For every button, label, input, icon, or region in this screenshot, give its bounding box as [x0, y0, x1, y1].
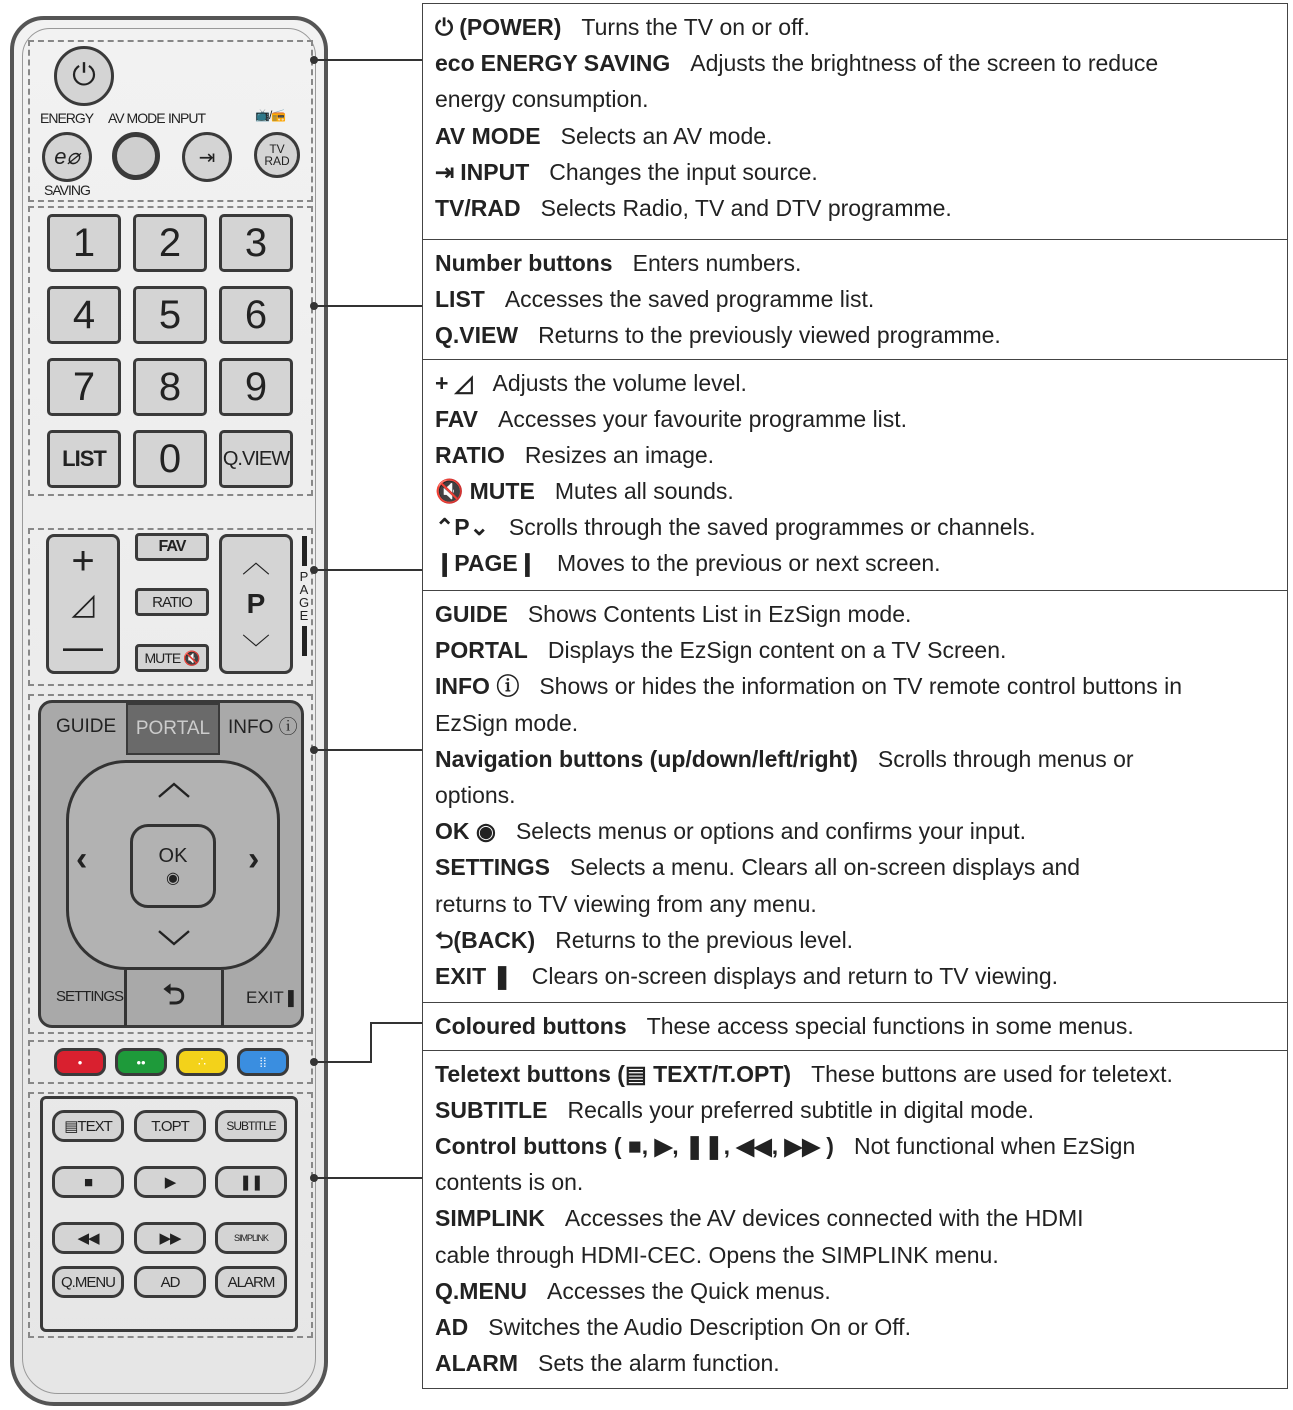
description-text: cable through HDMI-CEC. Opens the SIMPLINK menu. [435, 1241, 999, 1268]
volume-down-icon: — [63, 624, 103, 669]
description-line [435, 637, 1281, 663]
number-button-0[interactable] [133, 430, 207, 488]
subtitle-button[interactable] [215, 1110, 287, 1142]
description-line [435, 1013, 1281, 1039]
description-text: Moves to the previous or next screen. [557, 550, 941, 576]
chevron-up-icon: ︿ [241, 546, 270, 578]
description-text: Returns to the previously viewed programme. [538, 322, 1001, 348]
guide-button[interactable]: GUIDE [56, 716, 117, 737]
energy-label: ENERGY [40, 110, 94, 126]
description-key: ALARM [435, 1349, 519, 1376]
description-line [435, 891, 1281, 917]
description-text: Recalls your preferred subtitle in digital mode. [567, 1097, 1035, 1124]
fastforward-button[interactable] [134, 1222, 206, 1254]
description-text: Turns the TV on or off. [581, 14, 810, 40]
ad-label: AD [160, 1273, 180, 1291]
description-text: Switches the Audio Description On or Off. [488, 1313, 911, 1340]
number-button-2[interactable] [133, 214, 207, 272]
description-text: Selects menus or options and confirms your input. [515, 818, 1027, 845]
blue-button[interactable] [237, 1048, 289, 1076]
number-label: 9 [244, 364, 268, 409]
description-line [435, 123, 1281, 149]
description-line [435, 1314, 1281, 1340]
mute-label: MUTE [144, 650, 181, 666]
description-key: MUTE [469, 478, 535, 504]
number-button-7[interactable] [47, 358, 121, 416]
description-line [435, 782, 1281, 808]
stop-button[interactable] [52, 1166, 124, 1198]
exit-label: EXIT [246, 988, 284, 1007]
description-line [435, 601, 1281, 627]
topt-button[interactable] [134, 1110, 206, 1142]
rewind-icon: ◀◀ [77, 1230, 99, 1247]
description-text: These buttons are used for teletext. [811, 1061, 1173, 1087]
leader-line [316, 1177, 422, 1179]
exit-icon: ❚ [283, 988, 299, 1007]
description-text: energy consumption. [435, 86, 649, 113]
nav-up-icon[interactable]: ︿ [158, 765, 191, 801]
description-line [435, 1133, 1281, 1159]
description-key: LIST [435, 286, 485, 312]
description-key: OK ◉ [435, 818, 496, 845]
description-line [435, 927, 1281, 953]
blue-dots-icon: ⁞⁞ [259, 1054, 267, 1070]
description-line [435, 159, 1281, 185]
saving-label: SAVING [44, 182, 90, 198]
number-label: 0 [158, 436, 182, 481]
leader-line [316, 569, 422, 571]
description-key: ⌃P⌄ [435, 514, 489, 540]
number-button-6[interactable] [219, 286, 293, 344]
power-button[interactable] [54, 46, 114, 106]
description-line [435, 818, 1281, 844]
description-key: ⮌(BACK) [435, 926, 536, 953]
description-key: + ◿ [435, 370, 473, 396]
description-text: Clears on-screen displays and return to TV viewing. [531, 963, 1059, 989]
green-dots-icon: •• [136, 1054, 146, 1070]
description-line [435, 370, 1281, 396]
row-coloured-buttons [423, 1002, 1287, 1050]
qmenu-label: Q.MENU [61, 1273, 115, 1291]
description-text: Scrolls through the saved programmes or channels. [508, 514, 1036, 540]
description-line [435, 550, 1281, 576]
description-key: SETTINGS [435, 854, 551, 881]
description-key: PORTAL [435, 637, 528, 664]
row-volume-channel [423, 359, 1287, 590]
yellow-button[interactable] [176, 1048, 228, 1076]
ratio-label: RATIO [152, 593, 192, 611]
description-line [435, 673, 1281, 699]
row-number-pad [423, 239, 1287, 359]
info-label: INFO [228, 717, 274, 738]
rewind-button[interactable] [52, 1222, 124, 1254]
description-line [435, 1097, 1281, 1123]
description-line [435, 322, 1281, 348]
description-key: Number buttons [435, 250, 613, 276]
input-button[interactable] [182, 132, 232, 182]
description-text: Changes the input source. [549, 158, 818, 185]
power-icon: ⏻ [72, 59, 96, 92]
description-text: Accesses the Quick menus. [547, 1277, 831, 1304]
description-line [435, 1350, 1281, 1376]
description-line [435, 710, 1281, 736]
text-label: TEXT [77, 1117, 112, 1135]
description-icon: ⇥ [435, 158, 455, 185]
description-key: FAV [435, 406, 479, 432]
ok-dot-icon: ◉ [166, 869, 180, 887]
simplink-button[interactable] [215, 1222, 287, 1254]
pause-button[interactable] [215, 1166, 287, 1198]
description-text: Mutes all sounds. [554, 478, 734, 504]
description-line [435, 14, 1281, 40]
subtitle-label: SUBTITLE [226, 1119, 276, 1133]
description-table [422, 3, 1288, 1389]
fastforward-icon: ▶▶ [159, 1230, 181, 1247]
row-power-group [423, 4, 1287, 239]
rad-label: RAD [264, 154, 290, 168]
tvrad-icon: 📺/📻 [255, 108, 286, 122]
list-button[interactable] [47, 430, 121, 488]
avmode-label: AV MODE [108, 110, 165, 126]
description-text: Accesses your favourite programme list. [498, 406, 908, 432]
play-icon: ▶ [164, 1174, 176, 1191]
leader-line [370, 1022, 372, 1063]
description-key: GUIDE [435, 601, 508, 627]
number-button-1[interactable] [47, 214, 121, 272]
tv-rad-button[interactable] [254, 132, 300, 178]
description-line [435, 1169, 1281, 1195]
row-teletext-control [423, 1050, 1287, 1390]
description-key: (POWER) [459, 14, 562, 40]
description-line [435, 195, 1281, 221]
nav-right-icon[interactable]: › [248, 840, 260, 878]
input-label: INPUT [168, 110, 205, 126]
description-key: Q.MENU [435, 1277, 527, 1304]
row-navigation [423, 590, 1287, 1002]
description-text: Shows Contents List in EzSign mode. [527, 601, 912, 627]
leaf-icon: e⌀ [54, 144, 80, 169]
red-button[interactable] [54, 1048, 106, 1076]
mute-icon: 🔇 [183, 649, 200, 666]
description-key: AD [435, 1313, 469, 1340]
number-button-4[interactable] [47, 286, 121, 344]
pause-icon: ❚❚ [239, 1174, 263, 1191]
description-key: RATIO [435, 442, 505, 468]
description-key: SUBTITLE [435, 1097, 548, 1124]
description-line [435, 963, 1281, 989]
description-line [435, 1061, 1281, 1087]
tv-label: TV [269, 142, 285, 156]
energy-saving-button[interactable] [42, 132, 92, 182]
ad-button[interactable] [134, 1266, 206, 1298]
description-key: EXIT ❚ [435, 963, 512, 989]
page-up-icon [302, 536, 307, 566]
leader-line [370, 1022, 422, 1024]
back-button[interactable] [124, 970, 224, 1026]
ratio-button[interactable] [135, 588, 209, 616]
volume-rocker[interactable] [46, 534, 120, 674]
volume-icon: ◿ [71, 587, 95, 621]
ok-button[interactable] [130, 824, 216, 908]
number-label: 5 [158, 292, 182, 337]
leader-line [316, 1061, 372, 1063]
alarm-label: ALARM [227, 1273, 275, 1291]
description-text: Sets the alarm function. [538, 1349, 780, 1376]
number-label: 7 [72, 364, 96, 409]
description-text: Enters numbers. [632, 250, 802, 276]
description-text: Adjusts the volume level. [492, 370, 747, 396]
page-label: PAGE [299, 569, 310, 623]
description-text: returns to TV viewing from any menu. [435, 890, 817, 917]
description-icon: ⏻ [435, 14, 454, 40]
description-line [435, 250, 1281, 276]
av-mode-button[interactable] [112, 132, 160, 180]
leader-line [316, 305, 422, 307]
description-line [435, 1205, 1281, 1231]
portal-label: PORTAL [135, 718, 211, 739]
description-text: Selects Radio, TV and DTV programme. [540, 195, 952, 221]
info-icon: ⓘ [273, 717, 298, 738]
number-button-5[interactable] [133, 286, 207, 344]
description-text: Shows or hides the information on TV remote control buttons in [539, 673, 1182, 700]
description-text: options. [435, 782, 516, 808]
number-button-8[interactable] [133, 358, 207, 416]
description-line [435, 1278, 1281, 1304]
description-key: Control buttons ( ■, ▶, ❚❚, ◀◀, ▶▶ ) [435, 1133, 834, 1160]
program-rocker[interactable] [219, 534, 293, 674]
description-line [435, 746, 1281, 772]
description-key: Coloured buttons [435, 1013, 627, 1039]
info-button[interactable] [228, 712, 298, 739]
qmenu-button[interactable] [52, 1266, 124, 1298]
description-key: ENERGY SAVING [480, 50, 671, 77]
description-key: Teletext buttons (▤ TEXT/T.OPT) [435, 1061, 792, 1087]
topt-label: T.OPT [151, 1117, 189, 1135]
alarm-button[interactable] [215, 1266, 287, 1298]
page-down-icon [302, 626, 307, 656]
ok-label: OK [158, 844, 188, 867]
qview-button[interactable] [219, 430, 293, 488]
description-text: Selects an AV mode. [560, 122, 773, 149]
description-line [435, 86, 1281, 112]
teletext-icon: ▤ [64, 1118, 78, 1135]
description-text: Displays the EzSign content on a TV Screen. [547, 637, 1007, 664]
description-text: Accesses the saved programme list. [504, 286, 875, 312]
number-label: 6 [244, 292, 268, 337]
fav-button[interactable] [135, 533, 209, 561]
number-label: 4 [72, 292, 96, 337]
leader-line [316, 749, 422, 751]
description-key: Navigation buttons (up/down/left/right) [435, 745, 858, 772]
number-button-3[interactable] [219, 214, 293, 272]
text-button[interactable] [52, 1110, 124, 1142]
description-key: ❙PAGE❙ [435, 550, 538, 576]
chevron-down-icon: ﹀ [241, 633, 270, 665]
description-key: INPUT [460, 158, 530, 185]
description-text: EzSign mode. [435, 709, 579, 736]
description-line [435, 50, 1281, 76]
description-text: Accesses the AV devices connected with the HDMI [564, 1205, 1084, 1232]
description-key: TV/RAD [435, 195, 521, 221]
stop-icon: ■ [83, 1173, 93, 1191]
description-text: Returns to the previous level. [555, 926, 854, 953]
yellow-dots-icon: ∴ [197, 1054, 207, 1069]
description-text: These access special functions in some menus. [646, 1013, 1134, 1039]
description-text: Resizes an image. [524, 442, 715, 468]
list-label: LIST [62, 446, 106, 471]
description-line [435, 514, 1281, 540]
volume-up-icon: + [71, 538, 95, 583]
nav-down-icon[interactable]: ﹀ [158, 929, 191, 965]
description-key: AV MODE [435, 122, 541, 149]
description-line [435, 406, 1281, 432]
mute-button[interactable] [135, 644, 209, 672]
settings-button[interactable]: SETTINGS [56, 988, 124, 1005]
number-label: 3 [244, 220, 268, 265]
simplink-label: SIMPLINK [233, 1233, 268, 1243]
description-text: Not functional when EzSign [853, 1133, 1136, 1160]
description-text: Adjusts the brightness of the screen to reduce [690, 50, 1159, 77]
description-text: Scrolls through menus or [877, 745, 1134, 772]
description-text: Selects a menu. Clears all on-screen displays and [570, 854, 1081, 881]
number-label: 2 [158, 220, 182, 265]
number-label: 1 [72, 220, 96, 265]
qview-label: Q.VIEW [222, 447, 290, 470]
description-text: contents is on. [435, 1169, 584, 1196]
description-line [435, 1242, 1281, 1268]
page-side-buttons[interactable] [298, 536, 310, 672]
description-key: INFO ⓘ [435, 673, 520, 700]
green-button[interactable] [115, 1048, 167, 1076]
number-label: 8 [158, 364, 182, 409]
description-key: SIMPLINK [435, 1205, 545, 1232]
back-icon: ⮌ [162, 979, 186, 1010]
play-button[interactable] [134, 1166, 206, 1198]
portal-button[interactable] [126, 703, 220, 755]
description-line [435, 854, 1281, 880]
fav-label: FAV [158, 538, 186, 555]
description-line [435, 286, 1281, 312]
input-icon: ⇥ [198, 146, 216, 169]
description-line [435, 478, 1281, 504]
description-icon: 🔇 [435, 478, 464, 504]
red-dot-icon: • [77, 1054, 83, 1070]
leader-line [316, 59, 422, 61]
p-label: P [246, 587, 266, 619]
description-line [435, 442, 1281, 468]
description-icon: eco [435, 50, 475, 77]
number-button-9[interactable] [219, 358, 293, 416]
description-key: Q.VIEW [435, 322, 519, 348]
exit-button[interactable] [246, 988, 298, 1008]
nav-left-icon[interactable]: ‹ [76, 840, 88, 878]
